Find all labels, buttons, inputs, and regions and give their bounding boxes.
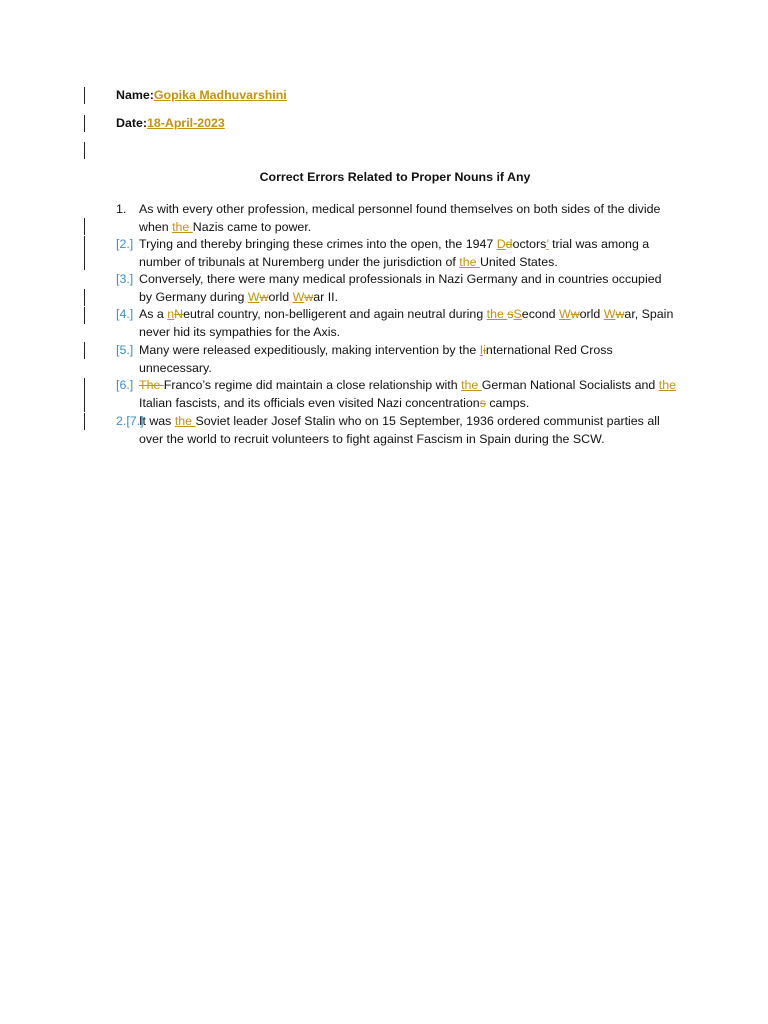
inserted-text: W (292, 289, 305, 304)
change-bar (84, 218, 85, 235)
inserted-text: ’ (546, 237, 549, 251)
list-item-number: [5.] (116, 343, 134, 357)
inserted-text: the (486, 307, 508, 321)
list-item (116, 342, 676, 377)
list-item (116, 201, 676, 236)
deleted-text: s (507, 307, 514, 321)
inserted-text: D (496, 237, 506, 251)
inserted-text: the (172, 219, 193, 234)
text-segment: United States. (479, 254, 558, 269)
deleted-text: w (259, 289, 269, 304)
list-item-number: 2.[7.] (116, 414, 144, 428)
inserted-text: W (559, 307, 571, 321)
name-label: Name: (116, 88, 154, 102)
text-segment: econd (521, 307, 559, 321)
deleted-text: The (139, 378, 164, 392)
list-item-number: [2.] (116, 237, 134, 251)
list-item-text (139, 342, 676, 377)
list-item-text (139, 413, 676, 448)
inserted-text: n (167, 307, 175, 321)
change-bar (84, 342, 85, 359)
text-segment: Nazis came to power. (192, 219, 312, 234)
inserted-text: W (247, 289, 260, 304)
name-value: Gopika Madhuvarshini (153, 88, 287, 102)
text-segment: orld (268, 289, 293, 304)
inserted-text: the (461, 378, 482, 392)
inserted-text: the (459, 254, 480, 269)
inserted-text: the (174, 414, 196, 428)
change-bar (84, 142, 85, 159)
list-item-text (139, 236, 676, 271)
text-segment: camps. (485, 395, 530, 410)
deleted-text: N (174, 307, 184, 321)
text-segment: Many were released expeditiously, making intervention by the (139, 343, 480, 357)
name-line (116, 87, 287, 105)
list-item-number: [3.] (116, 272, 134, 286)
list-item-number: [6.] (116, 378, 134, 392)
deleted-text: s (479, 395, 486, 410)
inserted-text: the (658, 378, 676, 392)
deleted-text: w (615, 307, 625, 321)
list-item-text (139, 271, 676, 306)
text-segment: As a (139, 307, 168, 321)
list-item-number: 1. (116, 202, 127, 216)
text-segment: Italian fascists, and its officials even visited Nazi concentration (139, 395, 480, 410)
inserted-text: I (479, 343, 484, 357)
deleted-text: w (570, 307, 580, 321)
list-item (116, 271, 676, 306)
list-item (116, 413, 676, 448)
text-segment: eutral country, non-belligerent and again neutral during (183, 307, 487, 321)
change-bar (84, 289, 85, 306)
deleted-text: d (505, 237, 513, 251)
deleted-text: w (304, 289, 314, 304)
date-value: 18-April-2023 (146, 116, 225, 130)
text-segment: trial was among a number of tribunals at Nuremberg under the jurisdiction of (139, 237, 650, 269)
change-bar (84, 87, 85, 104)
date-label: Date: (116, 116, 147, 130)
list-item-text (139, 306, 676, 341)
date-line (116, 115, 225, 133)
text-segment: Conversely, there were many medical professionals in Nazi Germany and in countries occupied by Germany during (139, 272, 662, 304)
change-bar (84, 413, 85, 430)
change-bar (84, 307, 85, 324)
change-bar (84, 115, 85, 132)
list-item (116, 306, 676, 341)
change-bar (84, 378, 85, 412)
text-segment: Soviet leader Josef Stalin who on 15 September, 1936 ordered communist parties all over the world to recruit volunteers to fight against Fascism in Spain during the SCW. (139, 414, 660, 446)
text-segment: Franco’s regime did maintain a close relationship with (163, 378, 462, 392)
change-bar (84, 236, 85, 270)
list-item (116, 377, 676, 412)
list-item-text (139, 201, 676, 236)
document-title: Correct Errors Related to Proper Nouns if Any (259, 170, 531, 184)
text-segment: ar, Spain never hid its sympathies for the Axis. (139, 307, 674, 339)
text-segment: ar II. (313, 289, 339, 304)
text-segment: nternational Red Cross unnecessary. (139, 343, 613, 375)
text-segment: As with every other profession, medical personnel found themselves on both sides of the divide when (139, 202, 661, 234)
inserted-text: S (513, 307, 522, 321)
text-segment: octors (512, 237, 547, 251)
deleted-text: i (483, 343, 486, 357)
text-segment: orld (579, 307, 604, 321)
text-segment: It was (139, 414, 175, 428)
inserted-text: W (603, 307, 616, 321)
list-item (116, 236, 676, 271)
list-item-text (139, 377, 676, 412)
text-segment: Trying and thereby bringing these crimes into the open, the 1947 (139, 237, 497, 251)
text-segment: German National Socialists and (481, 378, 659, 392)
list-item-number: [4.] (116, 307, 134, 321)
